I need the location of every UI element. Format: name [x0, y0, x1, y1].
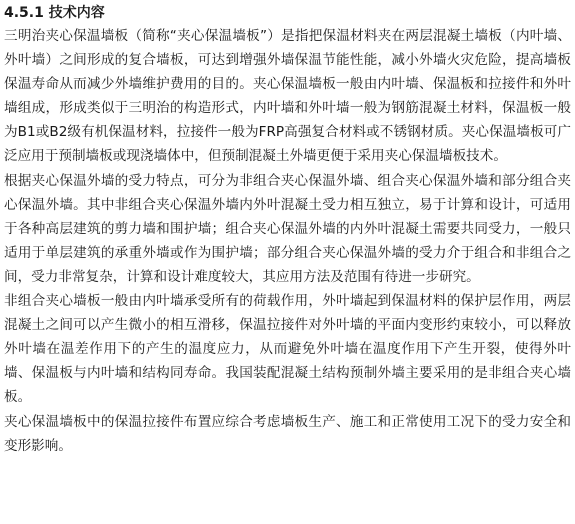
section-heading: 4.5.1 技术内容 [4, 5, 105, 21]
document-body [4, 2, 571, 458]
paragraph-sandwich-wall-definition: 三明治夹心保温墙板（简称“夹心保温墙板”）是指把保温材料夹在两层混凝土墙板（内叶墙、外叶墙）之间形成的复合墙板，可达到增强外墙保温节能性能，减小外墙火灾危险，提高墙板保温寿命从而减少外墙维护费用的目的。夹心保温墙板一般由内叶墙、保温板和拉接件和外叶墙组成，形成类似于三明治的构造形式，内叶墙和外叶墙一般为钢筋混凝土材料，保温板一般为B1或B2级有机保温材料，拉接件一般为FRP高强复合材料或不锈钢材质。夹心保温墙板可广泛应用于预制墙板或现浇墙体中，但预制混凝土外墙更便于采用夹心保温墙板技术。 [4, 28, 571, 165]
paragraph-wall-classification: 根据夹心保温外墙的受力特点，可分为非组合夹心保温外墙、组合夹心保温外墙和部分组合夹心保温外墙。其中非组合夹心保温外墙内外叶混凝土受力相互独立，易于计算和设计，可适用于各种高层建筑的剪力墙和围护墙；组合夹心保温外墙的内外叶混凝土需要共同受力，一般只适用于单层建筑的承重外墙或作为围护墙；部分组合夹心保温外墙的受力介于组合和非组合之间，受力非常复杂，计算和设计难度较大，其应用方法及范围有待进一步研究。 [4, 172, 571, 285]
paragraph-non-composite-wall: 非组合夹心墙板一般由内叶墙承受所有的荷载作用，外叶墙起到保温材料的保护层作用，两层混凝土之间可以产生微小的相互滑移，保温拉接件对外叶墙的平面内变形约束较小，可以释放外叶墙在温差作用下的产生的温度应力，从而避免外叶墙在温度作用下产生开裂，使得外叶墙、保温板与内叶墙和结构同寿命。我国装配混凝土结构预制外墙主要采用的是非组合夹心墙板。 [4, 293, 571, 406]
paragraph-connector-layout: 夹心保温墙板中的保温拉接件布置应综合考虑墙板生产、施工和正常使用工况下的受力安全和变形影响。 [4, 413, 571, 454]
